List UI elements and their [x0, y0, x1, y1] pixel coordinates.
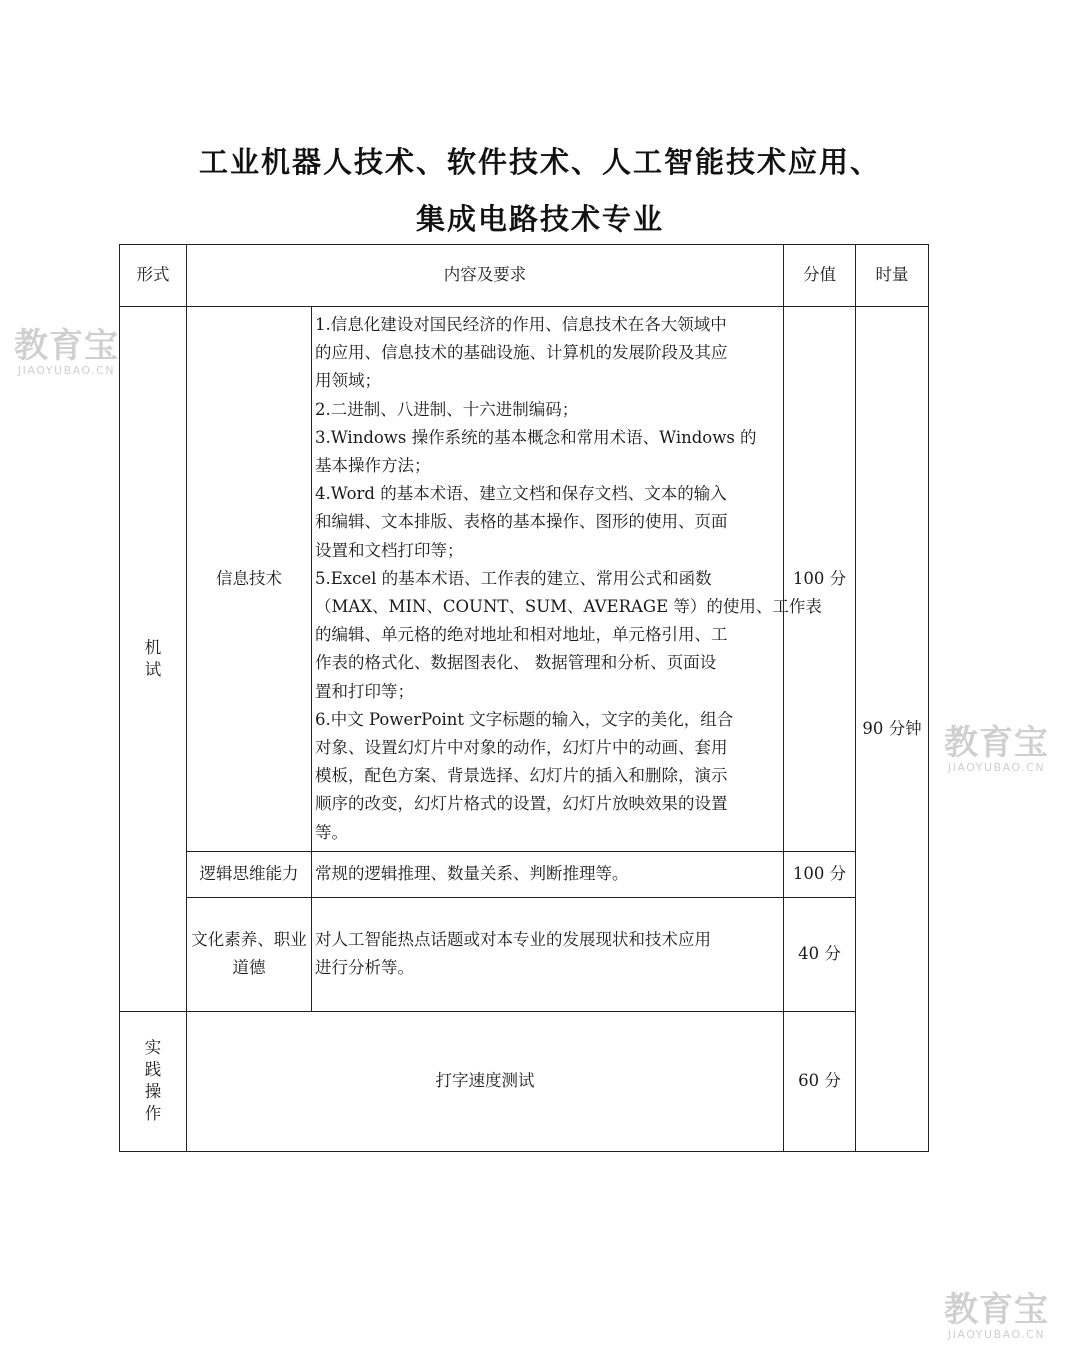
info-tech-score: 100 分: [784, 307, 856, 852]
practice-score: 60 分: [784, 1011, 856, 1151]
info-tech-line: 5.Excel 的基本术语、工作表的建立、常用公式和函数: [315, 568, 712, 588]
info-tech-line: 用领域；: [315, 371, 381, 391]
header-content: 内容及要求: [187, 245, 784, 307]
duration-value: 90 分钟: [856, 307, 929, 1152]
watermark-domain: JIAOYUBAO.CN: [947, 1328, 1046, 1341]
header-score: 分值: [784, 245, 856, 307]
culture-name-line: 文化素养、职业: [191, 930, 307, 950]
culture-content-line: 对人工智能热点话题或对本专业的发展现状和技术应用: [315, 930, 711, 950]
culture-content-line: 进行分析等。: [315, 958, 414, 978]
watermark-logo: [944, 1292, 1049, 1342]
info-tech-line: 2.二进制、八进制、十六进制编码；: [315, 399, 579, 419]
culture-name-line: 道德: [232, 958, 266, 978]
info-tech-line: 模板，配色方案、背景选择、幻灯片的插入和删除，演示: [315, 766, 728, 786]
info-tech-line: 6.中文 PowerPoint 文字标题的输入，文字的美化，组合: [315, 709, 734, 729]
document-title-line-2: 集成电路技术专业: [415, 202, 664, 236]
info-tech-line: 等。: [315, 822, 348, 842]
info-tech-line: 和编辑、文本排版、表格的基本操作、图形的使用、页面: [315, 512, 728, 532]
info-tech-line: 的编辑、单元格的绝对地址和相对地址，单元格引用、工: [315, 625, 728, 645]
info-tech-line: 作表的格式化、数据图表化、 数据管理和分析、页面设: [315, 653, 717, 673]
info-tech-line: 置和打印等；: [315, 681, 414, 701]
culture-score: 40 分: [784, 897, 856, 1011]
logic-score: 100 分: [784, 851, 856, 897]
info-tech-line: （MAX、MIN、COUNT、SUM、AVERAGE 等）的使用、工作表: [315, 597, 822, 617]
logic-name: 逻辑思维能力: [187, 851, 312, 897]
watermark-text: 教育宝: [14, 326, 119, 366]
watermark-logo: [14, 328, 119, 378]
header-duration: 时量: [856, 245, 929, 307]
practice-char: 践: [144, 1060, 162, 1080]
practice-char: 实: [144, 1038, 162, 1058]
table-row-info-tech: [120, 307, 929, 852]
culture-content: [312, 897, 784, 1011]
watermark-domain: JIAOYUBAO.CN: [947, 761, 1046, 774]
info-tech-line: 顺序的改变，幻灯片格式的设置，幻灯片放映效果的设置: [315, 794, 728, 814]
practice-content: 打字速度测试: [187, 1011, 784, 1151]
info-tech-line: 4.Word 的基本术语、建立文档和保存文档、文本的输入: [315, 484, 727, 504]
watermark-text: 教育宝: [944, 1290, 1049, 1330]
document-title-line-1: 工业机器人技术、软件技术、人工智能技术应用、: [198, 145, 881, 179]
header-form: 形式: [120, 245, 187, 307]
table-row-culture: [120, 897, 929, 1011]
info-tech-line: 1.信息化建设对国民经济的作用、信息技术在各大领域中: [315, 315, 727, 334]
table-header-row: [120, 245, 929, 307]
table-row-logic: [120, 851, 929, 897]
watermark-text: 教育宝: [944, 723, 1049, 763]
practice-label: [120, 1011, 187, 1151]
info-tech-line: 基本操作方法；: [315, 456, 431, 476]
machine-test-char: 试: [144, 659, 162, 679]
info-tech-line: 对象、设置幻灯片中对象的动作，幻灯片中的动画、套用: [315, 738, 728, 758]
watermark-domain: JIAOYUBAO.CN: [17, 364, 116, 377]
info-tech-line: 设置和文档打印等；: [315, 540, 464, 560]
culture-name: [187, 897, 312, 1011]
watermark-logo: [944, 725, 1049, 775]
logic-content: 常规的逻辑推理、数量关系、判断推理等。: [312, 851, 784, 897]
machine-test-label: [120, 307, 187, 1012]
exam-requirements-table: [119, 244, 929, 1152]
machine-test-char: 机: [144, 637, 162, 657]
info-tech-line: 的应用、信息技术的基础设施、计算机的发展阶段及其应: [315, 343, 728, 363]
info-tech-name: 信息技术: [187, 307, 312, 852]
practice-char: 操: [144, 1082, 162, 1102]
practice-char: 作: [144, 1104, 162, 1124]
table-row-practice: [120, 1011, 929, 1151]
info-tech-line: 3.Windows 操作系统的基本概念和常用术语、Windows 的: [315, 427, 757, 447]
